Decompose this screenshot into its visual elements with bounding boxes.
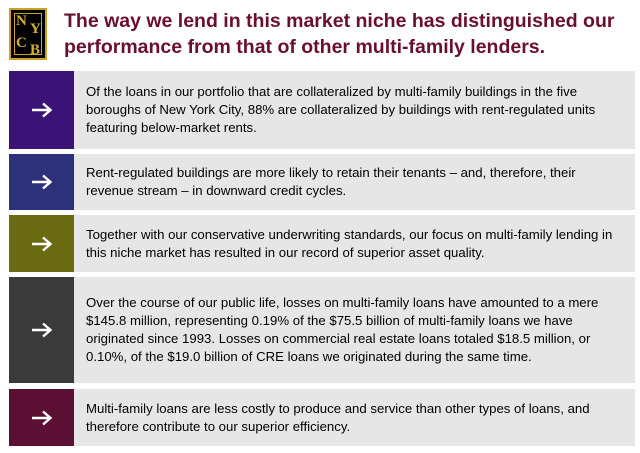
list-item (9, 71, 635, 149)
arrow-right-icon (31, 410, 53, 426)
arrow-right-icon (31, 174, 53, 190)
arrow-right-icon (31, 102, 53, 118)
list-item-text: Multi-family loans are less costly to produce and service than other types of loans, and therefore contribute to our superior efficiency. (74, 389, 635, 446)
logo-letter-c: C (16, 35, 27, 51)
list-item (9, 389, 635, 446)
logo-letter-y: Y (30, 21, 41, 37)
list-item-text: Rent-regulated buildings are more likely to retain their tenants – and, therefore, their revenue stream – in downward credit cycles. (74, 154, 635, 210)
logo-letter-b: B (30, 42, 41, 58)
arrow-box (9, 215, 74, 272)
list-item-text: Together with our conservative underwriting standards, our focus on multi-family lending in this niche market has resulted in our record of superior asset quality. (74, 215, 635, 272)
list-item-text: Of the loans in our portfolio that are collateralized by multi-family buildings in the five boroughs of New York City, 88% are collateralized by buildings with rent-regulated units featuring below-market rents. (74, 71, 635, 149)
nycb-logo (9, 8, 47, 60)
list-item (9, 277, 635, 383)
arrow-box (9, 277, 74, 383)
logo-letter-n: N (16, 13, 27, 29)
arrow-right-icon (31, 236, 53, 252)
list-item (9, 154, 635, 210)
arrow-right-icon (31, 322, 53, 338)
arrow-box (9, 389, 74, 446)
arrow-box (9, 154, 74, 210)
list-item-text: Over the course of our public life, losses on multi-family loans have amounted to a mere $145.8 million, representing 0.19% of the $75.5 billion of multi-family loans we have originated since 1993. Losses on commercial real estate loans totaled $18.5 million, or 0.10%, of the $19.0 billion of CRE loans we originated during the same time. (74, 277, 635, 383)
arrow-box (9, 71, 74, 149)
page-title: The way we lend in this market niche has distinguished our performance from that of other multi-family lenders. (64, 10, 615, 58)
list-item (9, 215, 635, 272)
